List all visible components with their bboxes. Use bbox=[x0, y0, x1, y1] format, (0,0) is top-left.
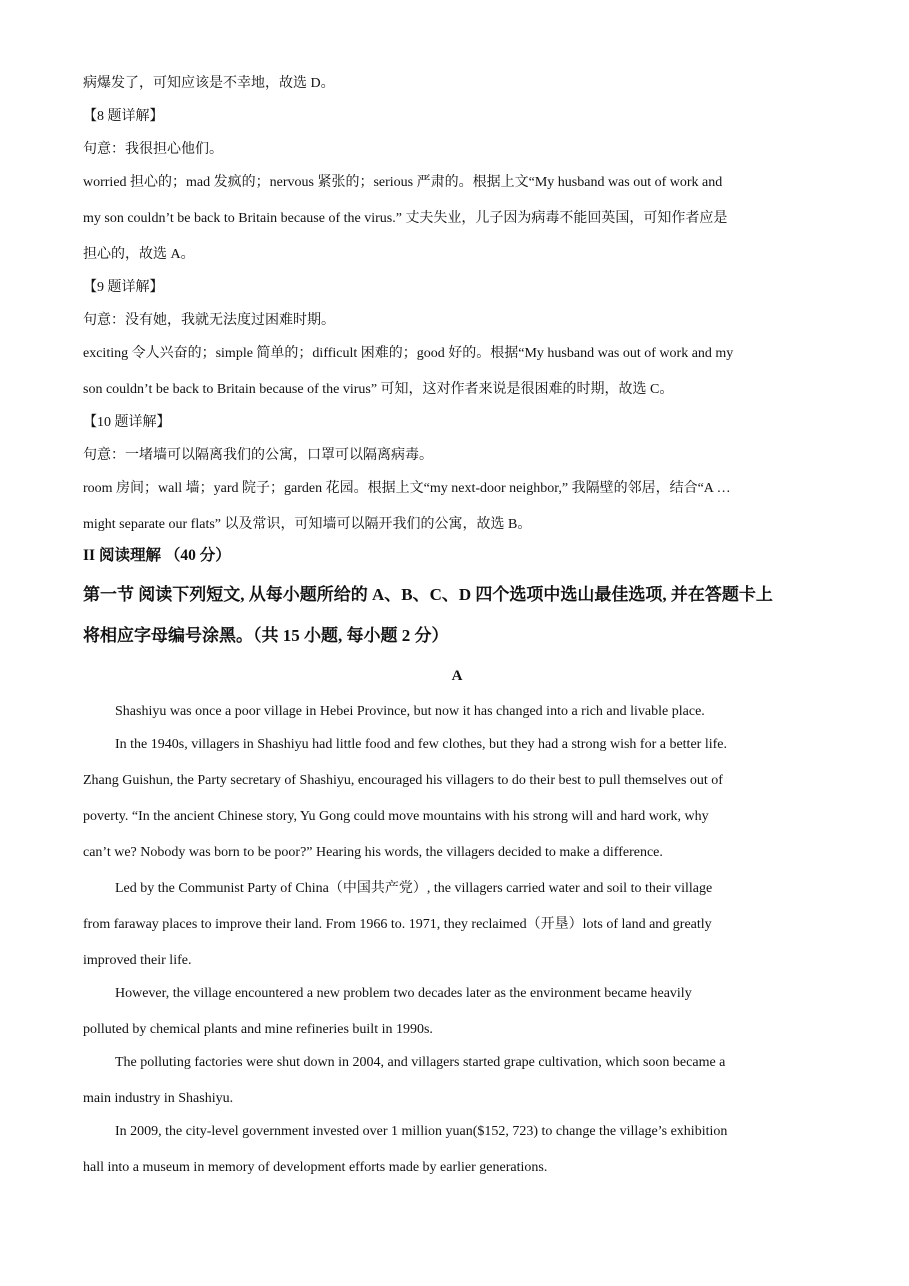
section-ii-heading: II 阅读理解 （40 分） bbox=[83, 547, 231, 564]
passage-paragraph-2-line-3: poverty. “In the ancient Chinese story, Yu Gong could move mountains with his strong will and hard work, why bbox=[83, 808, 709, 824]
question-8-explanation-line-2: my son couldn’t be back to Britain because of the virus.” 丈夫失业，儿子因为病毒不能回英国，可知作者应是 bbox=[83, 211, 728, 226]
question-9-explanation-line-2: son couldn’t be back to Britain because of the virus” 可知，这对作者来说是很困难的时期，故选 C。 bbox=[83, 382, 674, 397]
question-8-explanation-line-1: worried 担心的；mad 发疯的；nervous 紧张的；serious 严肃的。根据上文“My husband was out of work and bbox=[83, 175, 723, 190]
section-1-instructions-line-1: 第一节 阅读下列短文, 从每小题所给的 A、B、C、D 四个选项中选山最佳选项, 并在答题卡上 bbox=[83, 584, 773, 604]
question-8-heading: 【8 题详解】 bbox=[83, 109, 164, 124]
question-9-explanation-line-1: exciting 令人兴奋的；simple 简单的；difficult 困难的；good 好的。根据“My husband was out of work and my bbox=[83, 346, 734, 361]
question-9-meaning: 句意：没有她，我就无法度过困难时期。 bbox=[83, 313, 335, 328]
passage-paragraph-4-line-2: polluted by chemical plants and mine refineries built in 1990s. bbox=[83, 1021, 433, 1037]
question-8-explanation-line-3: 担心的，故选 A。 bbox=[83, 247, 195, 262]
passage-paragraph-3-line-1: Led by the Communist Party of China（中国共产党）, the villagers carried water and soil to their village bbox=[115, 880, 713, 896]
passage-paragraph-2-line-4: can’t we? Nobody was born to be poor?” Hearing his words, the villagers decided to make a difference. bbox=[83, 844, 663, 860]
passage-paragraph-5-line-2: main industry in Shashiyu. bbox=[83, 1090, 234, 1106]
passage-paragraph-2-line-2: Zhang Guishun, the Party secretary of Shashiyu, encouraged his villagers to do their best to pull themselves out of bbox=[83, 772, 723, 788]
question-10-heading: 【10 题详解】 bbox=[83, 415, 171, 430]
question-10-meaning: 句意：一堵墙可以隔离我们的公寓，口罩可以隔离病毒。 bbox=[83, 448, 433, 463]
passage-paragraph-4-line-1: However, the village encountered a new problem two decades later as the environment became heavily bbox=[115, 985, 692, 1001]
passage-a-title: A bbox=[451, 667, 463, 684]
passage-paragraph-3-line-2: from faraway places to improve their land. From 1966 to. 1971, they reclaimed（开垦）lots of land and greatly bbox=[83, 916, 712, 932]
question-10-explanation-line-2: might separate our flats” 以及常识，可知墙可以隔开我们的公寓，故选 B。 bbox=[83, 517, 532, 532]
section-1-instructions-line-2: 将相应字母编号涂黑。（共 15 小题, 每小题 2 分） bbox=[83, 625, 449, 645]
answer-7-conclusion: 病爆发了，可知应该是不幸地，故选 D。 bbox=[83, 76, 335, 91]
question-10-explanation-line-1: room 房间；wall 墙；yard 院子；garden 花园。根据上文“my next-door neighbor,” 我隔壁的邻居，结合“A … bbox=[83, 481, 731, 496]
passage-paragraph-1: Shashiyu was once a poor village in Hebei Province, but now it has changed into a rich and livable place. bbox=[115, 703, 705, 719]
document-page bbox=[83, 74, 831, 1178]
question-8-meaning: 句意：我很担心他们。 bbox=[83, 142, 223, 157]
passage-paragraph-6-line-1: In 2009, the city-level government invested over 1 million yuan($152, 723) to change the village’s exhibition bbox=[115, 1123, 728, 1139]
passage-paragraph-6-line-2: hall into a museum in memory of development efforts made by earlier generations. bbox=[83, 1159, 548, 1175]
passage-paragraph-3-line-3: improved their life. bbox=[83, 952, 192, 968]
passage-paragraph-2-line-1: In the 1940s, villagers in Shashiyu had little food and few clothes, but they had a strong wish for a better life. bbox=[115, 736, 727, 752]
passage-paragraph-5-line-1: The polluting factories were shut down in 2004, and villagers started grape cultivation, which soon became a bbox=[115, 1054, 726, 1070]
question-9-heading: 【9 题详解】 bbox=[83, 280, 164, 295]
